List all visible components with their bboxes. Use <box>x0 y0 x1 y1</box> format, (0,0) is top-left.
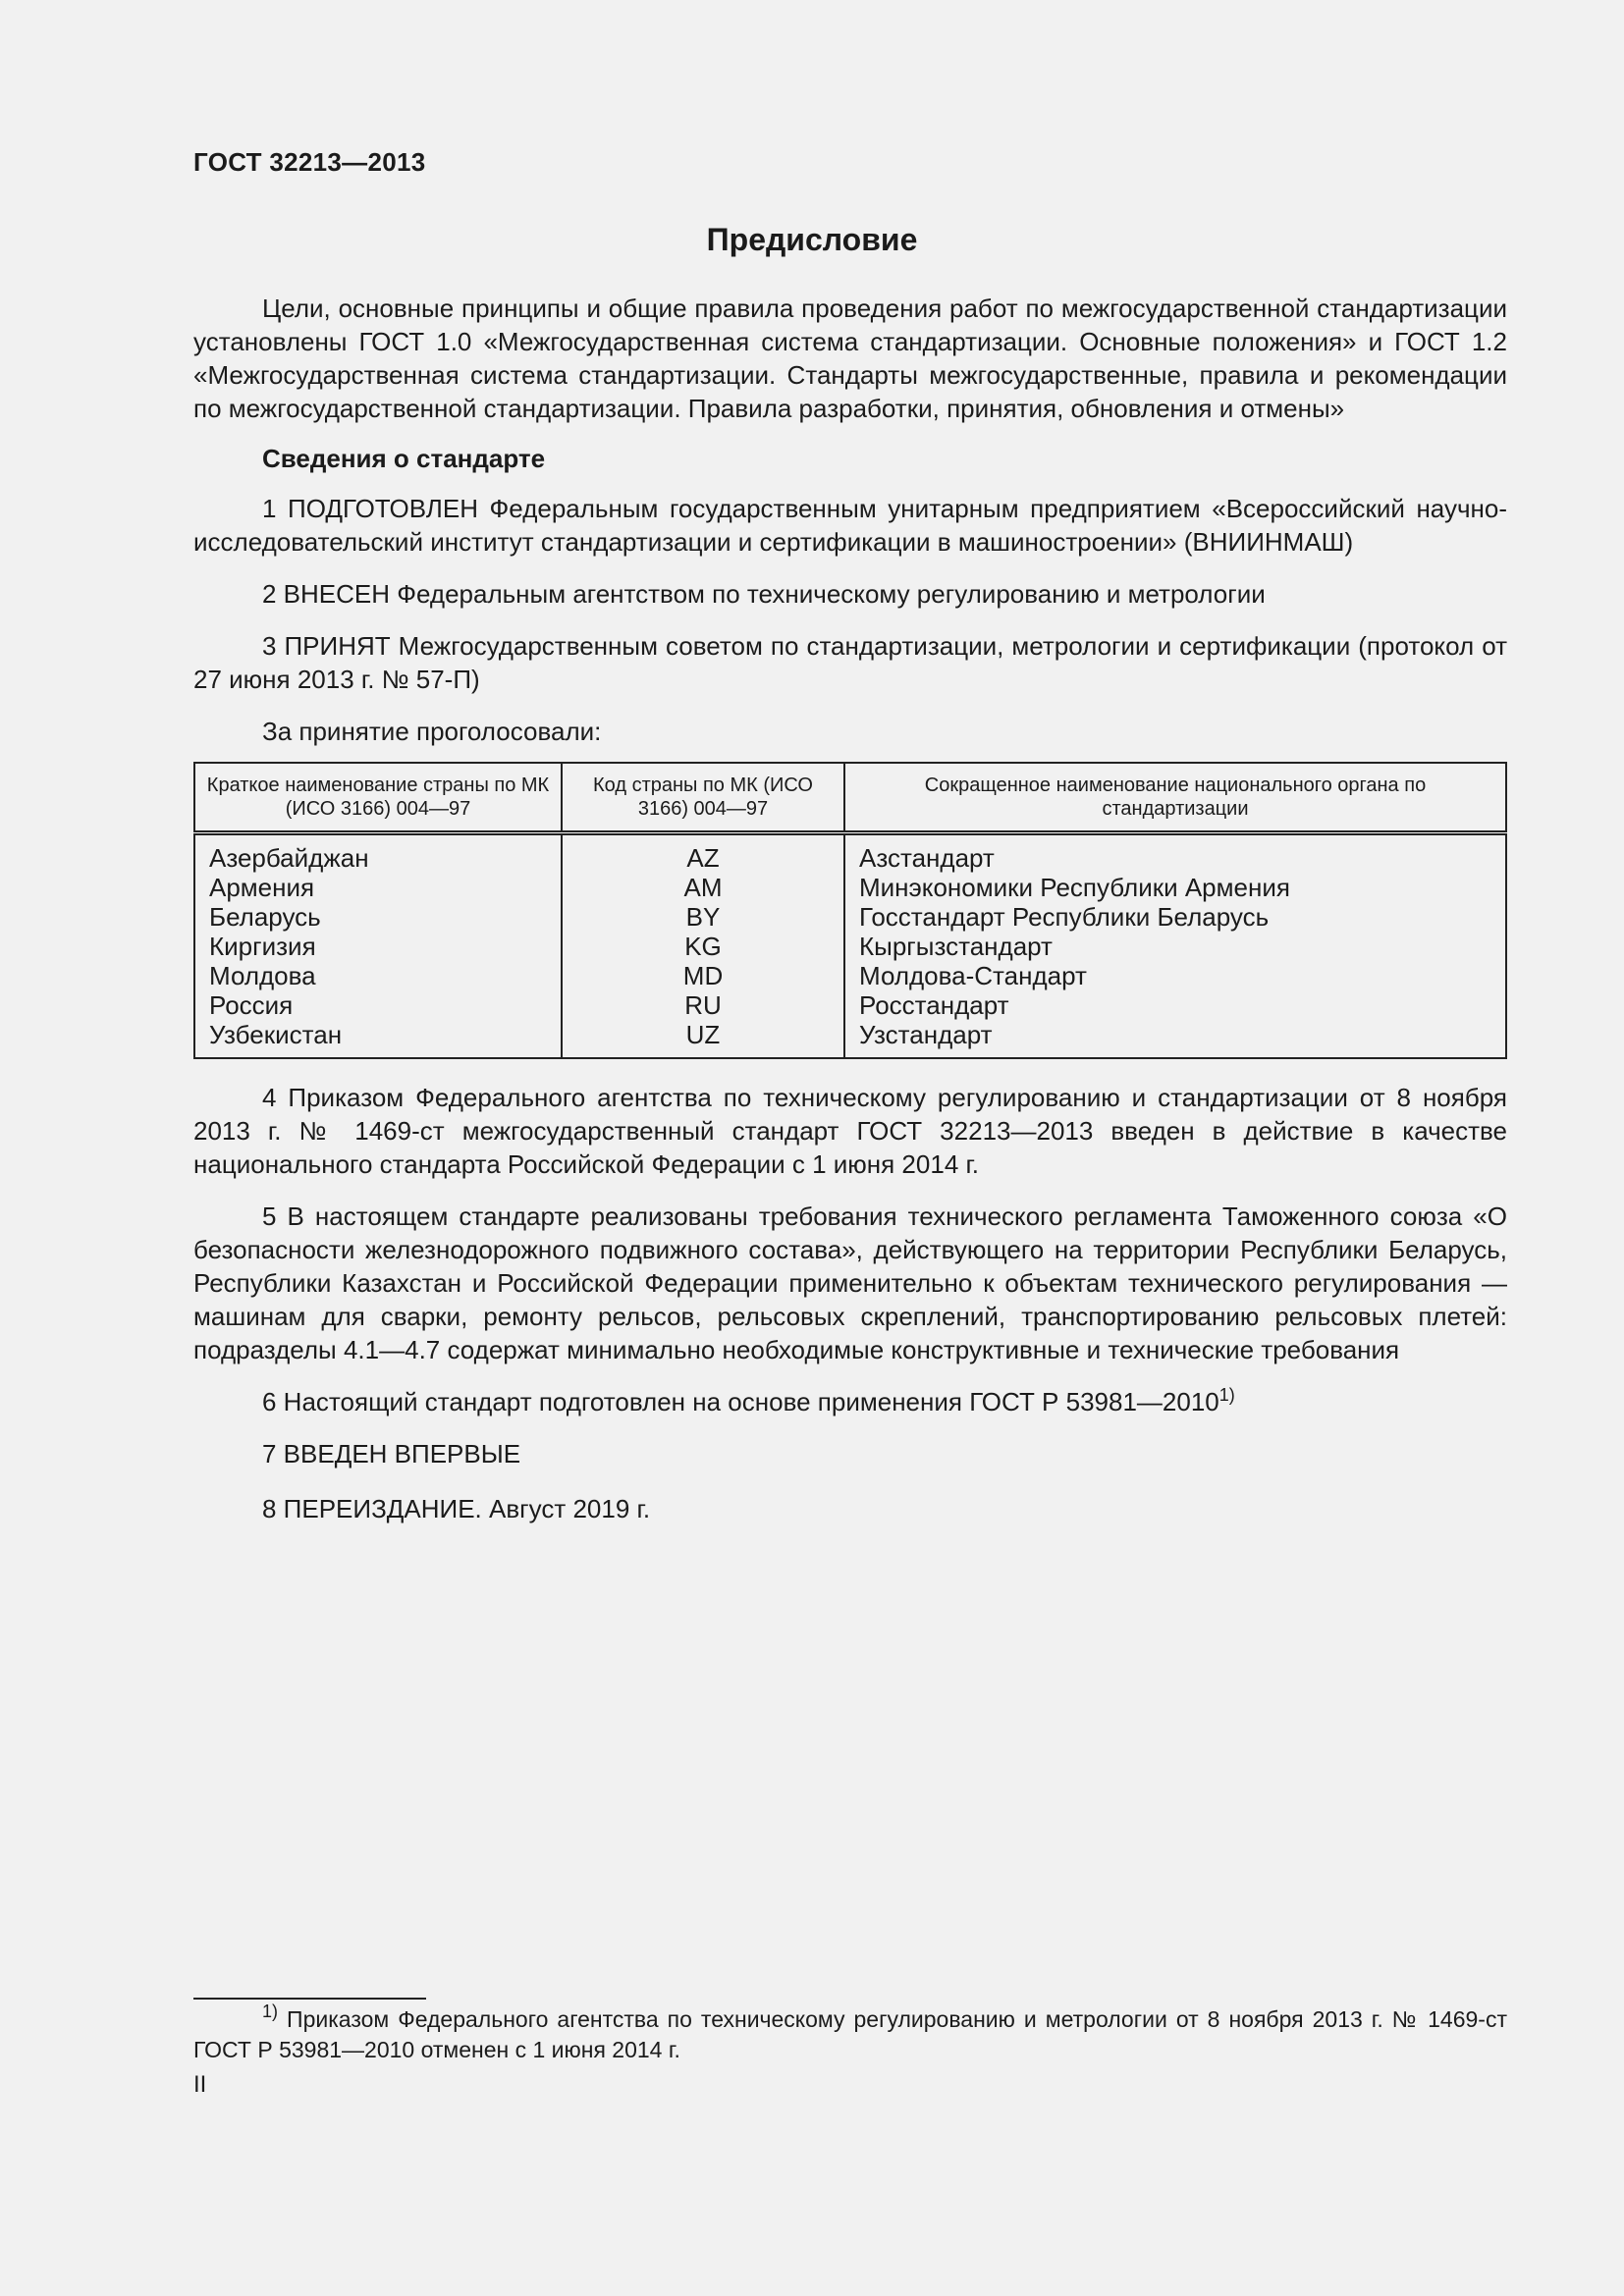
country-code: KG <box>562 932 844 961</box>
item-2-paragraph: 2 ВНЕСЕН Федеральным агентством по техническому регулированию и метрологии <box>262 579 1266 609</box>
table-row <box>194 902 1506 932</box>
footnote-reference[interactable]: 1) <box>1218 1385 1235 1405</box>
country-code: BY <box>562 902 844 932</box>
table-row <box>194 873 1506 902</box>
standards-body: Минэкономики Республики Армения <box>844 873 1506 902</box>
table-row <box>194 932 1506 961</box>
footnote <box>193 2004 1507 2065</box>
country-name: Узбекистан <box>209 1020 343 1049</box>
document-id-header: ГОСТ 32213—2013 <box>193 147 426 177</box>
preface-content <box>193 292 1507 1525</box>
country-name: Армения <box>209 873 315 902</box>
country-name: Азербайджан <box>209 843 369 873</box>
standards-body: Азстандарт <box>844 833 1506 874</box>
item-4-paragraph: 4 Приказом Федерального агентства по техническому регулированию и стандартизации от 8 ноября 2013 г. № 1469-ст межгосударственный стандарт ГОСТ 32213—2013 введен в действие в качестве национального стандарта Российской Федерации с 1 июня 2014 г. <box>193 1083 1507 1179</box>
item-1-paragraph: 1 ПОДГОТОВЛЕН Федеральным государственным унитарным предприятием «Всероссийский научно-исследовательский институт стандартизации и сертификации в машиностроении» (ВНИИНМАШ) <box>193 494 1507 557</box>
table-header-row <box>194 763 1506 833</box>
standards-body: Росстандарт <box>844 990 1506 1020</box>
country-name: Киргизия <box>209 932 316 961</box>
table-row <box>194 833 1506 874</box>
country-code: AZ <box>562 833 844 874</box>
item-6-text: 6 Настоящий стандарт подготовлен на основе применения ГОСТ Р 53981—2010 <box>262 1387 1219 1416</box>
item-5-paragraph: 5 В настоящем стандарте реализованы требования технического регламента Таможенного союза «О безопасности железнодорожного подвижного состава», действующего на территории Республики Беларусь, Республики Казахстан и Российской Федерации применительно к объектам технического регулирования — машинам для сварки, ремонту рельсов, рельсовых скреплений, транспортированию рельсовых плетей: подразделы 4.1—4.7 содержат минимально необходимые конструктивные и технические требования <box>193 1201 1507 1364</box>
header-standards-body: Сокращенное наименование национального органа по стандартизации <box>844 763 1506 833</box>
country-name: Беларусь <box>209 902 321 932</box>
standards-body: Госстандарт Республики Беларусь <box>844 902 1506 932</box>
page-title: Предисловие <box>706 222 918 257</box>
vote-label: За принятие проголосовали: <box>262 717 602 746</box>
country-code: UZ <box>562 1020 844 1058</box>
table-row <box>194 1020 1506 1058</box>
country-code: RU <box>562 990 844 1020</box>
standards-body: Кыргызстандарт <box>844 932 1506 961</box>
item-8-paragraph: 8 ПЕРЕИЗДАНИЕ. Август 2019 г. <box>262 1494 651 1523</box>
intro-paragraph: Цели, основные принципы и общие правила проведения работ по межгосударственной стандартизации установлены ГОСТ 1.0 «Межгосударственная система стандартизации. Основные положения» и ГОСТ 1.2 «Межгосударственная система стандартизации. Стандарты межгосударственные, правила и рекомендации по межгосударственной стандартизации. Правила разработки, принятия, обновления и отмены» <box>193 294 1507 423</box>
footnote-divider <box>193 1998 426 2000</box>
header-country-code: Код страны по МК (ИСО 3166) 004—97 <box>562 763 844 833</box>
footnote-text: Приказом Федерального агентства по техническому регулированию и метрологии от 8 ноября 2013 г. № 1469-ст ГОСТ Р 53981—2010 отменен с 1 июня 2014 г. <box>193 2006 1507 2062</box>
item-6-paragraph <box>193 1385 1507 1418</box>
country-code: AM <box>562 873 844 902</box>
info-heading: Сведения о стандарте <box>262 444 546 473</box>
table-row <box>194 990 1506 1020</box>
standards-body: Молдова-Стандарт <box>844 961 1506 990</box>
footnote-mark: 1) <box>262 2002 279 2021</box>
country-name: Молдова <box>209 961 316 990</box>
table-row <box>194 961 1506 990</box>
header-country-name: Краткое наименование страны по МК (ИСО 3166) 004—97 <box>194 763 562 833</box>
countries-table <box>193 762 1507 1059</box>
standards-body: Узстандарт <box>844 1020 1506 1058</box>
item-3-paragraph: 3 ПРИНЯТ Межгосударственным советом по стандартизации, метрологии и сертификации (протокол от 27 июня 2013 г. № 57-П) <box>193 631 1507 694</box>
item-7-paragraph: 7 ВВЕДЕН ВПЕРВЫЕ <box>262 1439 521 1468</box>
page-number: II <box>193 2071 207 2098</box>
country-code: MD <box>562 961 844 990</box>
country-name: Россия <box>209 990 294 1020</box>
